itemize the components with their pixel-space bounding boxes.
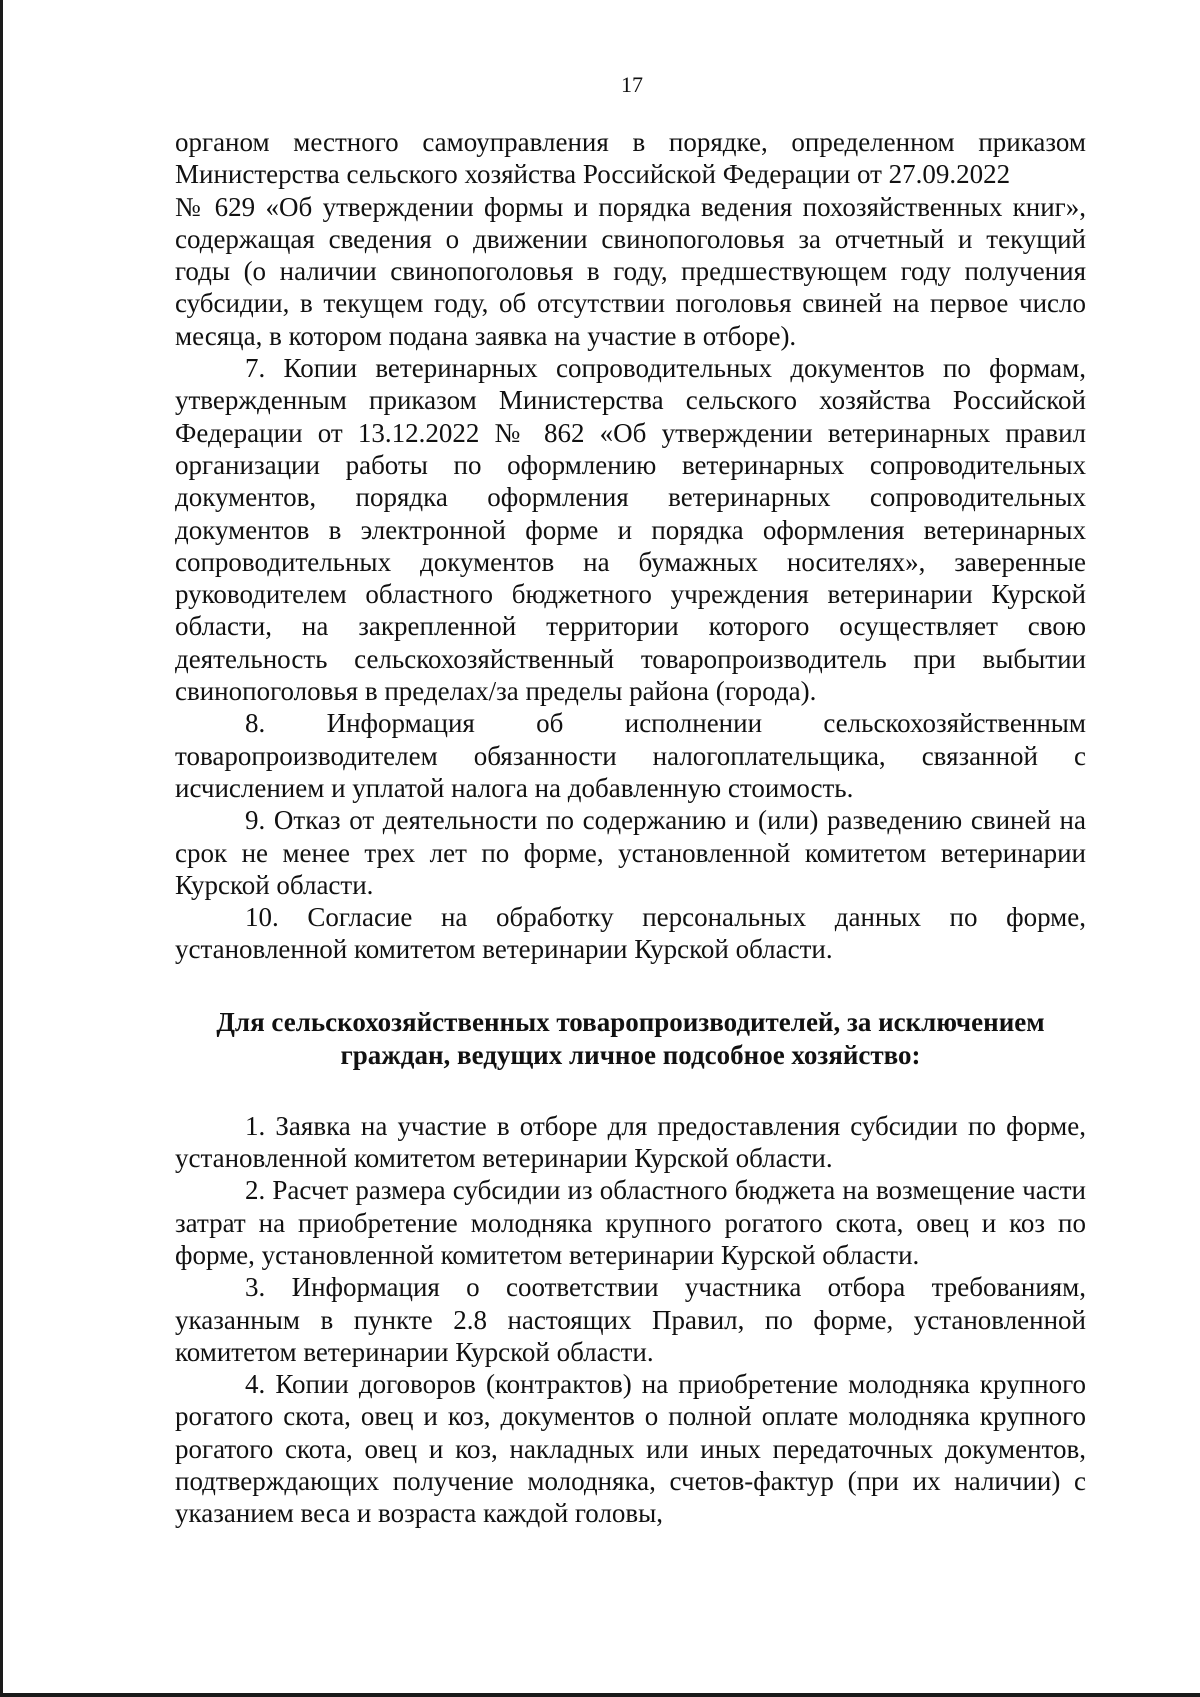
page-number: 17 — [621, 72, 643, 97]
document-body — [175, 126, 1086, 1530]
list-item-1: 1. Заявка на участие в отборе для предоставления субсидии по форме, установленной комитетом ветеринарии Курской области. — [175, 1110, 1086, 1174]
list-item-7: 7. Копии ветеринарных сопроводительных документов по формам, утвержденным приказом Министерства сельского хозяйства Российской Федерации от 13.12.2022 № 862 «Об утверждении ветеринарных правил организации работы по оформлению ветеринарных сопроводительных документов, порядка оформления ветеринарных сопроводительных документов в электронной форме и порядка оформления ветеринарных сопроводительных документов на бумажных носителях», заверенные руководителем областного бюджетного учреждения ветеринарии Курской области, на закрепленной территории которого осуществляет свою деятельность сельскохозяйственный товаропроизводитель при выбытии свинопоголовья в пределах/за пределы района (города). — [175, 353, 1086, 707]
scan-edge-bottom — [0, 1693, 1200, 1697]
paragraph-continuation: органом местного самоуправления в порядке, определенном приказом Министерства сельского хозяйства Российской Федерации от 27.09.2022 — [175, 127, 1086, 190]
list-item-2: 2. Расчет размера субсидии из областного бюджета на возмещение части затрат на приобретение молодняка крупного рогатого скота, овец и коз по форме, установленной комитетом ветеринарии Курской области. — [175, 1175, 1086, 1270]
list-item-9: 9. Отказ от деятельности по содержанию и (или) разведению свиней на срок не менее трех лет по форме, установленной комитетом ветеринарии Курской области. — [175, 805, 1086, 900]
section-heading: Для сельскохозяйственных товаропроизводителей, за исключением граждан, ведущих личное подсобное хозяйство: — [216, 1006, 1045, 1070]
list-item-3: 3. Информация о соответствии участника отбора требованиям, указанным в пункте 2.8 настоящих Правил, по форме, установленной комитетом ветеринарии Курской области. — [175, 1272, 1086, 1367]
paragraph: № 629 «Об утверждении формы и порядка ведения похозяйственных книг», содержащая сведения о движении свинопоголовья за отчетный и текущий годы (о наличии свинопоголовья в году, предшествующем году получения субсидии, в текущем году, об отсутствии поголовья свиней на первое число месяца, в котором подана заявка на участие в отборе). — [175, 191, 1086, 351]
list-item-10: 10. Согласие на обработку персональных данных по форме, установленной комитетом ветеринарии Курской области. — [175, 902, 1086, 965]
list-item-8: 8. Информация об исполнении сельскохозяйственным товаропроизводителем обязанности налогоплательщика, связанной с исчислением и уплатой налога на добавленную стоимость. — [175, 708, 1086, 803]
scan-edge-left — [0, 0, 3, 1697]
list-item-4: 4. Копии договоров (контрактов) на приобретение молодняка крупного рогатого скота, овец и коз, документов о полной оплате молодняка крупного рогатого скота, овец и коз, накладных или иных передаточных документов, подтверждающих получение молодняка, счетов-фактур (при их наличии) с указанием веса и возраста каждой головы, — [175, 1369, 1086, 1529]
